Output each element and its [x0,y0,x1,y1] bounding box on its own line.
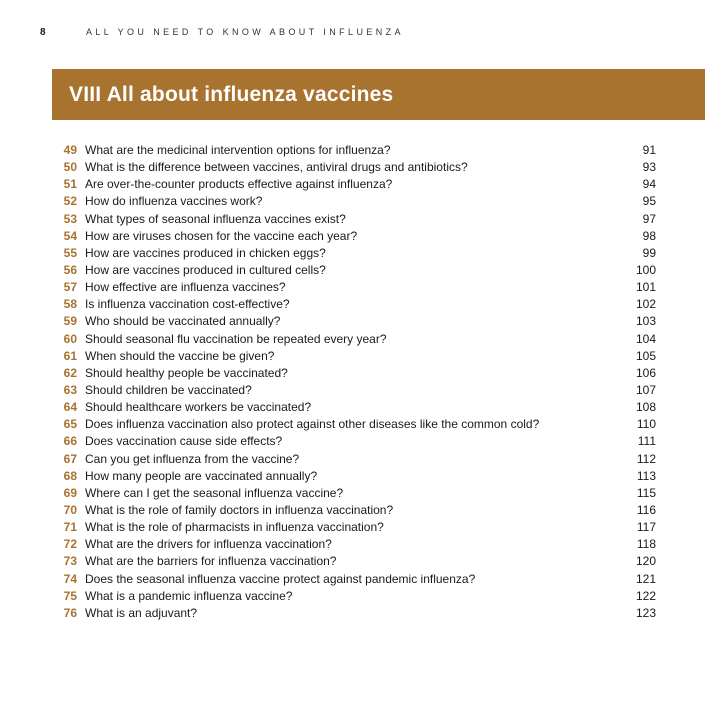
toc-entry-number: 71 [63,520,77,535]
toc-entry-number: 68 [63,468,77,483]
toc-entry-question: What is the role of family doctors in influenza vaccination? [85,502,394,517]
toc-entry[interactable] [52,296,656,313]
toc-entry-question: When should the vaccine be given? [85,348,275,363]
toc-entry[interactable] [52,313,656,330]
toc-entry-question: What are the drivers for influenza vaccination? [85,537,332,552]
toc-entry-page: 116 [636,502,656,517]
toc-entry-question: How effective are influenza vaccines? [85,280,286,295]
toc-entry-question: Should healthy people be vaccinated? [85,365,288,380]
toc-entry-page: 104 [635,331,656,346]
toc-entry[interactable] [52,451,656,468]
toc-entry[interactable] [52,211,656,228]
toc-entry-page: 120 [635,554,656,569]
toc-entry[interactable] [52,142,656,159]
toc-entry-number: 61 [63,348,77,363]
toc-entry-page: 113 [636,468,656,483]
toc-entry-page: 122 [635,588,656,603]
toc-entry-question: What is the role of pharmacists in influenza vaccination? [85,520,384,535]
toc-entry-question: What is an adjuvant? [85,605,198,620]
toc-entry-question: Should seasonal flu vaccination be repeated every year? [85,331,387,346]
page-number: 8 [40,26,46,38]
toc-entry-number: 55 [63,245,77,260]
toc-entry-number: 64 [63,400,77,415]
toc-entry[interactable] [52,468,656,485]
toc-entry-number: 51 [63,177,77,192]
toc-entry-page: 99 [642,245,656,260]
toc-entry[interactable] [52,193,656,210]
toc-entry-page: 101 [635,280,656,295]
toc-entry-question: Does influenza vaccination also protect against other diseases like the common cold? [85,417,540,432]
toc-entry-page: 123 [635,605,656,620]
toc-entry-page: 111 [637,434,656,449]
toc-entry[interactable] [52,553,656,570]
toc-entry-page: 91 [642,143,656,157]
toc-entry-question: What types of seasonal influenza vaccines exist? [85,211,346,226]
toc-entry[interactable] [52,605,656,622]
toc-entry-page: 110 [636,417,656,432]
toc-entry[interactable] [52,536,656,553]
toc-entry-number: 75 [63,588,77,603]
toc-entry[interactable] [52,433,656,450]
toc-entry-number: 65 [63,417,77,432]
toc-entry-number: 60 [63,331,77,346]
toc-entry-number: 70 [63,502,77,517]
toc-entry-number: 49 [63,143,77,157]
toc-entry-question: Who should be vaccinated annually? [85,314,281,329]
toc-entry-page: 106 [635,365,656,380]
toc-entry-number: 54 [63,228,77,243]
toc-entry-question: What is a pandemic influenza vaccine? [85,588,293,603]
toc-entry-page: 117 [636,520,656,535]
toc-entry-page: 93 [642,160,656,175]
toc-entry[interactable] [52,365,656,382]
toc-entry-number: 57 [63,280,77,295]
toc-entry-number: 66 [63,434,77,449]
toc-entry[interactable] [52,382,656,399]
section-banner [52,69,705,120]
toc-entry-question: How are vaccines produced in cultured cells? [85,262,326,277]
toc-entry[interactable] [52,399,656,416]
toc-entry-page: 102 [635,297,656,312]
toc-entry-question: Where can I get the seasonal influenza vaccine? [85,485,344,500]
toc-entry-question: How many people are vaccinated annually? [85,468,318,483]
toc-entry[interactable] [52,331,656,348]
toc-entry-question: What is the difference between vaccines, antiviral drugs and antibiotics? [85,160,468,175]
book-title: ALL YOU NEED TO KNOW ABOUT INFLUENZA [86,27,404,37]
toc-entry-number: 76 [63,605,77,620]
toc-entry-page: 118 [636,537,656,552]
toc-entry-page: 97 [642,211,656,226]
table-of-contents [52,142,656,622]
running-header [40,25,404,39]
toc-entry-page: 94 [642,177,656,192]
toc-entry-page: 100 [635,262,656,277]
toc-entry-number: 53 [63,211,77,226]
toc-entry-page: 95 [642,194,656,209]
toc-entry-question: What are the barriers for influenza vaccination? [85,554,337,569]
toc-entry-question: What are the medicinal intervention options for influenza? [85,143,391,157]
toc-entry[interactable] [52,485,656,502]
toc-entry-page: 103 [635,314,656,329]
toc-entry-number: 62 [63,365,77,380]
toc-entry[interactable] [52,416,656,433]
toc-entry[interactable] [52,228,656,245]
toc-entry[interactable] [52,262,656,279]
toc-entry-question: Can you get influenza from the vaccine? [85,451,300,466]
toc-entry-question: Is influenza vaccination cost-effective? [85,297,290,312]
toc-entry[interactable] [52,588,656,605]
toc-entry[interactable] [52,502,656,519]
toc-entry-question: Does the seasonal influenza vaccine protect against pandemic influenza? [85,571,476,586]
toc-entry-question: Should healthcare workers be vaccinated? [85,400,312,415]
toc-entry-page: 112 [636,451,656,466]
toc-entry-question: Are over-the-counter products effective against influenza? [85,177,393,192]
toc-entry-number: 50 [63,160,77,175]
toc-entry-question: How are vaccines produced in chicken eggs? [85,245,326,260]
toc-entry-page: 98 [642,228,656,243]
toc-entry-page: 105 [635,348,656,363]
toc-entry-number: 59 [63,314,77,329]
toc-entry-number: 56 [63,262,77,277]
toc-entry-number: 72 [63,537,77,552]
toc-entry-number: 63 [63,382,77,397]
toc-entry[interactable] [52,519,656,536]
toc-entry-number: 69 [63,485,77,500]
toc-entry-question: How are viruses chosen for the vaccine each year? [85,228,358,243]
toc-entry-question: Does vaccination cause side effects? [85,434,283,449]
toc-entry-question: How do influenza vaccines work? [85,194,263,209]
toc-entry[interactable] [52,159,656,176]
toc-entry-number: 74 [63,571,77,586]
toc-entry[interactable] [52,279,656,296]
toc-entry-page: 107 [635,382,656,397]
toc-entry-number: 52 [63,194,77,209]
toc-entry-page: 108 [635,400,656,415]
toc-entry-page: 121 [635,571,656,586]
toc-entry[interactable] [52,245,656,262]
toc-entry-question: Should children be vaccinated? [85,382,252,397]
toc-entry-number: 73 [63,554,77,569]
toc-entry[interactable] [52,348,656,365]
section-title: VIII All about influenza vaccines [69,82,394,106]
toc-entry[interactable] [52,571,656,588]
toc-entry-page: 115 [636,485,656,500]
toc-entry[interactable] [52,176,656,193]
toc-entry-number: 58 [63,297,77,312]
toc-entry-number: 67 [63,451,77,466]
